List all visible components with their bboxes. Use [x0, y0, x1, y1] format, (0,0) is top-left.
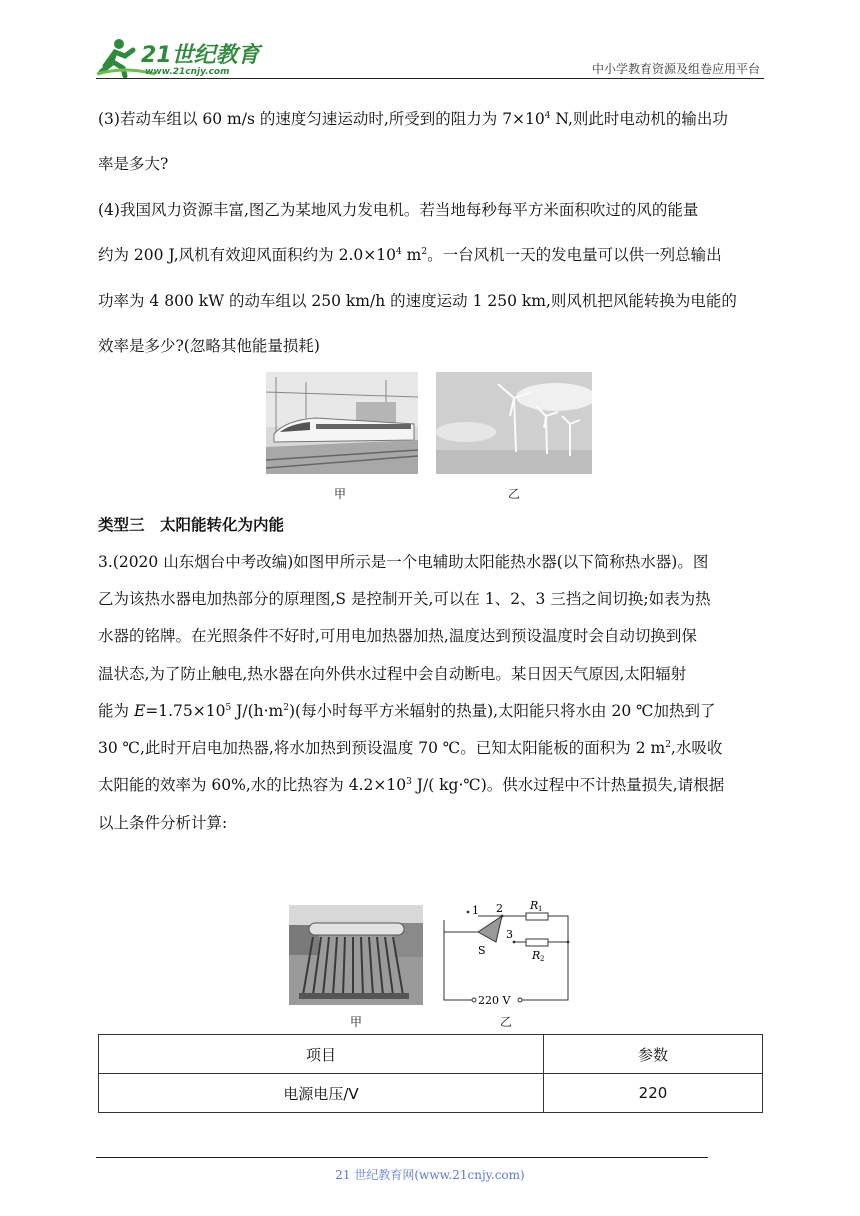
- question-part-4-line-2: 约为 200 J,风机有效迎风面积约为 $2.0\times 10^4$ $m^2$。一台风机一天的发电量可以供一列总输出: [98, 246, 722, 264]
- heater-circuit-diagram: [438, 898, 576, 1006]
- table-header-item: 项目: [99, 1035, 544, 1074]
- table-cell-value: 220: [544, 1074, 763, 1113]
- circuit-label-2: 2: [496, 902, 503, 915]
- table-cell-item: 电源电压/V: [99, 1074, 544, 1113]
- heater-spec-table: [98, 1034, 763, 1113]
- figure-1-caption-right: 乙: [508, 487, 521, 501]
- site-logo: [95, 36, 265, 78]
- question-3-line-5: 能为 $E=1.75\times 10^5$ $J/(h\cdot m^2)$(每小时每平方米辐射的热量),太阳能只将水由 20 ℃加热到了: [98, 702, 716, 720]
- circuit-label-r2-sub: 2: [540, 955, 545, 963]
- table-row: [99, 1074, 763, 1113]
- question-3-line-8: 以上条件分析计算:: [98, 814, 228, 832]
- figure-2-caption-right: 乙: [500, 1015, 513, 1029]
- question-part-4-line-4: 效率是多少?(忽略其他能量损耗): [98, 337, 320, 355]
- figure-2-caption-left: 甲: [350, 1015, 363, 1029]
- question-3-line-3: 水器的铭牌。在光照条件不好时,可用电加热器加热,温度达到预设温度时会自动切换到保: [98, 627, 697, 645]
- wind-turbine-photo: [436, 372, 592, 474]
- circuit-label-1: 1: [472, 904, 479, 917]
- question-3-line-4: 温状态,为了防止触电,热水器在向外供水过程中会自动断电。某日因天气原因,太阳辐射: [98, 665, 687, 683]
- circuit-label-r1-sub: 1: [538, 905, 543, 913]
- question-part-4-line-3: 功率为 4 800 kW 的动车组以 250 km/h 的速度运动 1 250 km,则风机把风能转换为电能的: [98, 292, 737, 310]
- question-part-4-line-1: (4)我国风力资源丰富,图乙为某地风力发电机。若当地每秒每平方米面积吹过的风的能量: [98, 201, 699, 219]
- header-tagline: 中小学教育资源及组卷应用平台: [591, 62, 760, 76]
- circuit-label-voltage: 220 V: [478, 994, 511, 1006]
- table-header-value: 参数: [544, 1035, 763, 1074]
- question-3-line-6: 30 ℃,此时开启电加热器,将水加热到预设温度 70 ℃。已知太阳能板的面积为 2 $m^2$,水吸收: [98, 739, 723, 757]
- circuit-label-3: 3: [506, 928, 513, 941]
- footer-text: 21 世纪教育网(www.21cnjy.com): [335, 1168, 525, 1182]
- figure-1-caption-left: 甲: [334, 487, 347, 501]
- question-part-3-line-1: (3)若动车组以 60 m/s 的速度匀速运动时,所受到的阻力为 $7\times 10^4$ N,则此时电动机的输出功: [98, 110, 728, 128]
- table-header-row: [99, 1035, 763, 1074]
- train-photo: [266, 372, 418, 474]
- footer-divider: [96, 1157, 708, 1158]
- circuit-label-s: S: [478, 944, 486, 957]
- logo-url: www.21cnjy.com: [145, 67, 230, 77]
- question-3-line-2: 乙为该热水器电加热部分的原理图,S 是控制开关,可以在 1、2、3 三挡之间切换;如表为热: [98, 590, 711, 608]
- question-part-3-line-2: 率是多大?: [98, 155, 169, 173]
- question-3-line-7: 太阳能的效率为 60%,水的比热容为 $4.2\times 10^3$ J/( kg·℃)。供水过程中不计热量损失,请根据: [98, 776, 725, 794]
- logo-text: 21世纪教育: [141, 43, 260, 68]
- header-divider: [96, 78, 764, 79]
- circuit-label-r2: R: [532, 949, 541, 962]
- solar-heater-photo: [289, 905, 423, 1005]
- section-heading: 类型三 太阳能转化为内能: [98, 516, 285, 534]
- question-3-line-1: 3.(2020 山东烟台中考改编)如图甲所示是一个电辅助太阳能热水器(以下简称热水器)。图: [98, 553, 709, 571]
- circuit-label-r1: R: [530, 899, 539, 912]
